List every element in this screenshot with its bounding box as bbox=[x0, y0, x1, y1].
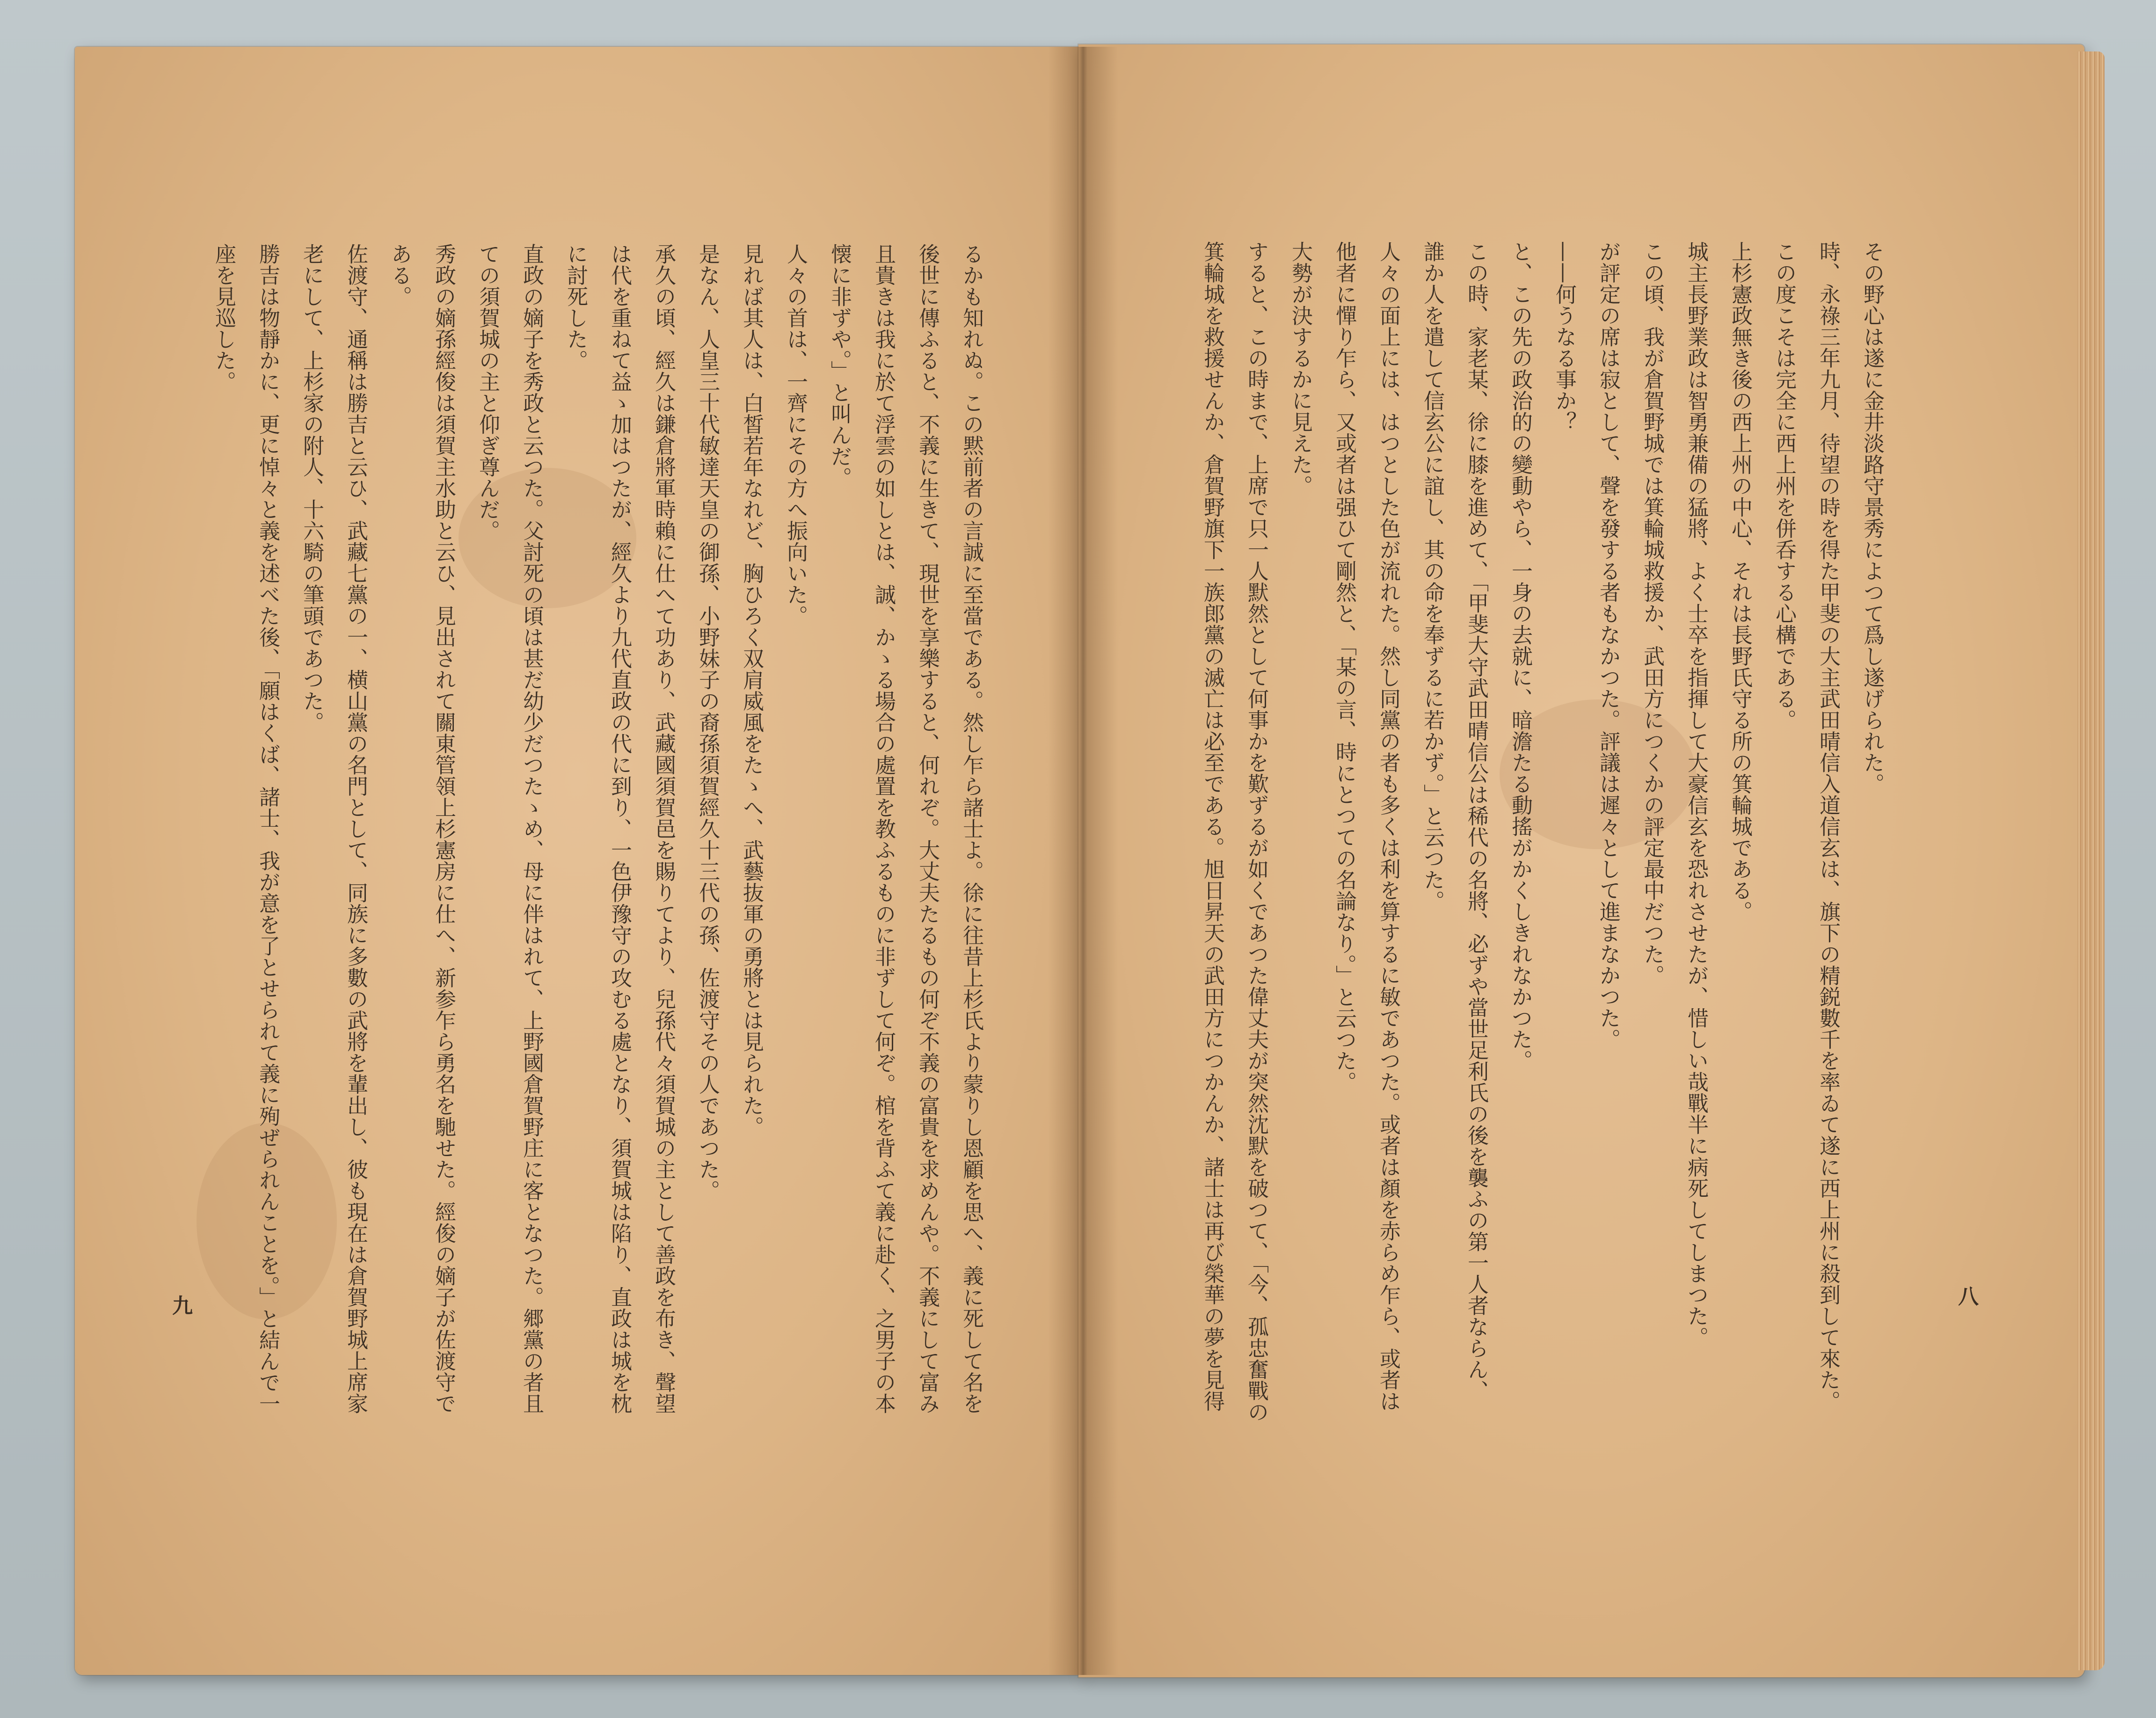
text-line: は代を重ねて益ゝ加はつたが、經久より九代直政の代に到り、一色伊豫守の攻むる處となり、須賀城は陷り、直政は城を枕 bbox=[607, 243, 632, 1414]
book-gutter bbox=[1048, 47, 1118, 1675]
page-edges bbox=[2077, 51, 2105, 1670]
text-line: るかも知れぬ。この黙前者の言誠に至當である。然し乍ら諸士よ。徐に往昔上杉氏より蒙りし恩顧を思へ、義に死して名を bbox=[959, 243, 984, 1414]
text-line: 人々の首は、一齊にその方へ振向いた。 bbox=[783, 243, 808, 626]
text-line: すると、この時まで、上席で只一人默然として何事かを歎ずるが如くであつた偉丈夫が突然沈默を破つて、「今、孤忠奮戰の bbox=[1244, 241, 1269, 1423]
text-line: 上杉憲政無き後の西上州の中心、それは長野氏守る所の箕輪城である。 bbox=[1728, 241, 1753, 922]
text-line: 大勢が決するかに見えた。 bbox=[1288, 241, 1313, 496]
text-line: 見れば其人は、白皙若年なれど、胸ひろく双肩威風をたゝへ、武藝抜軍の勇將とは見られた。 bbox=[739, 243, 764, 1137]
text-line: この度こそは完全に西上州を併呑する心構である。 bbox=[1772, 241, 1797, 731]
text-line: 人々の面上には、はつとした色が流れた。然し同黨の者も多くは利を算するに敏であつた。或者は顏を赤らめ乍ら、或者は bbox=[1376, 241, 1401, 1412]
text-line: 他者に憚り乍ら、又或者は强ひて剛然と、「某の言、時にとつての名論なり。」と云つた。 bbox=[1332, 241, 1357, 1093]
text-line: この頃、我が倉賀野城では箕輪城救援か、武田方につくかの評定最中だつた。 bbox=[1640, 241, 1665, 986]
text-line: 老にして、上杉家の附人、十六騎の筆頭であつた。 bbox=[299, 243, 324, 733]
text-line: ての須賀城の主と仰ぎ尊んだ。 bbox=[475, 243, 500, 541]
text-line: 懐に非ずや。」と叫んだ。 bbox=[827, 243, 852, 488]
text-line: 後世に傳ふると、不義に生きて、現世を享樂すると、何れぞ。大丈夫たるもの何ぞ不義の富貴を求めんや。不義にして富み bbox=[915, 243, 940, 1414]
text-line: が評定の席は寂として、聲を發する者もなかつた。評議は遲々として進まなかつた。 bbox=[1596, 241, 1621, 1050]
text-line: ある。 bbox=[387, 243, 412, 307]
text-line: その野心は遂に金井淡路守景秀によつて爲し遂げられた。 bbox=[1860, 241, 1885, 794]
text-line: 佐渡守、通稱は勝吉と云ひ、武藏七黨の一、横山黨の名門として、同族に多數の武將を輩出し、彼も現在は倉賀野城上席家 bbox=[343, 243, 368, 1414]
text-line: 秀政の嫡孫經俊は須賀主水助と云ひ、見出されて關東管領上杉憲房に仕へ、新参乍ら勇名を馳せた。經俊の嫡子が佐渡守で bbox=[431, 243, 456, 1414]
text-line: 直政の嫡子を秀政と云つた。父討死の頃は甚だ幼少だつたゝめ、母に伴はれて、上野國倉賀野庄に客となつた。郷黨の者且 bbox=[519, 243, 544, 1414]
text-line: 城主長野業政は智勇兼備の猛將、よく士卒を指揮して大豪信玄を恐れさせたが、惜しい哉戰半に病死してしまつた。 bbox=[1684, 241, 1709, 1348]
text-line: 勝吉は物靜かに、更に悼々と義を述べた後、「願はくば、諸士、我が意を了とせられて義に殉ぜられんことを。」と結んで一 bbox=[255, 243, 280, 1414]
text-line: 且貴きは我に於て浮雲の如しとは、誠、かゝる場合の處置を教ふるものに非ずして何ぞ。棺を背ふて義に赴く、之男子の本 bbox=[871, 243, 896, 1414]
text-line: ——何うなる事か？ bbox=[1552, 241, 1577, 433]
page-number: 九 bbox=[172, 1294, 193, 1318]
text-line: 承久の頃、經久は鎌倉將軍時賴に仕へて功あり、武藏國須賀邑を賜りてより、兒孫代々須賀城の主として善政を布き、聲望 bbox=[651, 243, 676, 1414]
text-line: 箕輪城を救援せんか、倉賀野旗下一族郎黨の滅亡は必至である。旭日昇天の武田方につかんか、諸士は再び榮華の夢を見得 bbox=[1200, 241, 1225, 1412]
text-line: 是なん、人皇三十代敏達天皇の御孫、小野妹子の裔孫須賀經久十三代の孫、佐渡守その人であつた。 bbox=[695, 243, 720, 1201]
text-line: 誰か人を遣して信玄公に誼し、其の命を奉ずるに若かず。」と云つた。 bbox=[1420, 241, 1445, 912]
text-line: に討死した。 bbox=[563, 243, 588, 371]
right-page-text bbox=[1190, 241, 1894, 1588]
text-line: この時、家老某、徐に膝を進めて、「甲斐大守武田晴信公は稀代の名將、必ずや當世足利氏の後を襲ふの第一人者ならん、 bbox=[1464, 241, 1489, 1401]
text-line: 座を見巡した。 bbox=[211, 243, 236, 393]
text-line: 時、永祿三年九月、待望の時を得た甲斐の大主武田晴信入道信玄は、旗下の精鋭數千を率ゐて遂に西上州に殺到して來た。 bbox=[1816, 241, 1841, 1412]
page-number: 八 bbox=[1958, 1285, 1979, 1309]
text-line: と、この先の政治的の變動やら、一身の去就に、暗澹たる動搖がかくしきれなかつた。 bbox=[1508, 241, 1533, 1071]
left-page-text bbox=[202, 243, 993, 1591]
